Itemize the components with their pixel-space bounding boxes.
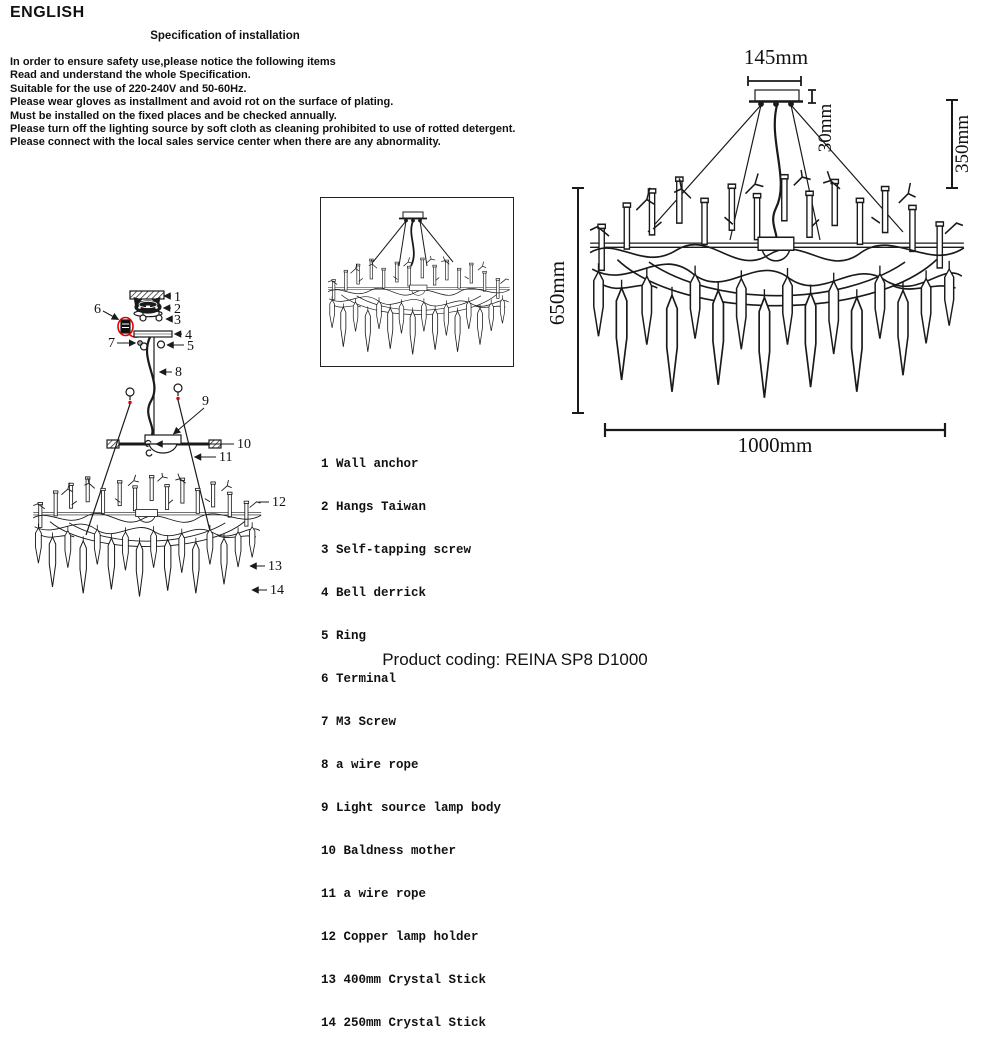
callout-2: 2 [174,302,181,317]
chandelier-body-overview [328,256,510,354]
parts-list-item: 11 a wire rope [321,887,427,901]
product-coding: Product coding: REINA SP8 D1000 [382,650,648,669]
dim-label-1000mm: 1000mm [737,433,813,457]
hangs-taiwan-part [134,301,162,317]
parts-list-item: 9 Light source lamp body [321,800,502,815]
parts-list-item: 4 Bell derrick [321,585,427,600]
page-title: Specification of installation [150,30,300,42]
dim-30 [808,90,816,103]
exploded-view-diagram [20,283,310,628]
parts-list-item: 14 250mm Crystal Stick [321,1016,487,1031]
parts-list-item: 7 M3 Screw [321,714,397,729]
safety-notes [10,56,570,150]
callout-10: 10 [237,437,251,452]
overview-box [320,197,514,367]
callout-9: 9 [202,394,209,409]
callout-3: 3 [174,313,181,328]
language-heading: ENGLISH [10,4,85,21]
parts-list-item: 10 Baldness mother [321,843,457,858]
dim-label-350mm: 350mm [952,114,973,174]
parts-list-item: 6 Terminal [321,671,397,686]
wire-rope-part [147,337,154,435]
parts-list-item: 13 400mm Crystal Stick [321,973,487,988]
overview-chandelier-drawing [321,198,512,365]
callout-5: 5 [187,339,194,354]
safety-note-line: Read and understand the whole Specification. [10,69,251,82]
callout-12: 12 [272,495,286,510]
dimension-drawing [545,40,1000,470]
safety-note-line: In order to ensure safety use,please notice the following items [10,56,336,68]
callout-14: 14 [270,583,284,598]
safety-note-line: Please turn off the lighting source by soft cloth as cleaning prohibited to use of rotted detergent. [10,123,516,136]
dim-145 [748,76,801,86]
suspension-cables [648,105,903,246]
parts-list-item: 2 Hangs Taiwan [321,499,427,514]
safety-note-line: Please connect with the local sales service center when there are any abnormality. [10,136,441,149]
wall-anchor-part [130,291,164,299]
parts-list [321,428,501,1059]
dim-label-145mm: 145mm [743,45,809,69]
callout-11: 11 [219,450,233,465]
callout-1: 1 [174,290,181,305]
dim-label-30mm: 30mm [815,103,836,153]
parts-list-item: 12 Copper lamp holder [321,930,479,945]
parts-list-item: 8 a wire rope [321,757,419,772]
bell-derrick-part [134,331,172,337]
dim-650 [572,188,584,413]
dim-label-650mm: 650mm [545,260,569,326]
callout-13: 13 [268,559,282,574]
safety-note-line: Please wear gloves as installment and avoid rot on the surface of plating. [10,96,394,109]
parts-list-item: 5 Ring [321,628,367,643]
chandelier-body-small [33,473,261,597]
parts-list-item: 1 Wall anchor [321,456,419,471]
parts-list-item: 3 Self-tapping screw [321,542,472,557]
callout-8: 8 [175,365,182,380]
wire-rope-right [178,400,210,531]
callout-4: 4 [185,328,192,343]
callout-6: 6 [94,302,101,317]
safety-note-line: Suitable for the use of 220-240V and 50-60Hz. [10,82,247,95]
safety-note-line: Must be installed on the fixed places and be checked annually. [10,109,337,122]
canopy-drawing [749,90,803,106]
ring-parts [141,341,165,350]
callout-7: 7 [108,336,115,351]
